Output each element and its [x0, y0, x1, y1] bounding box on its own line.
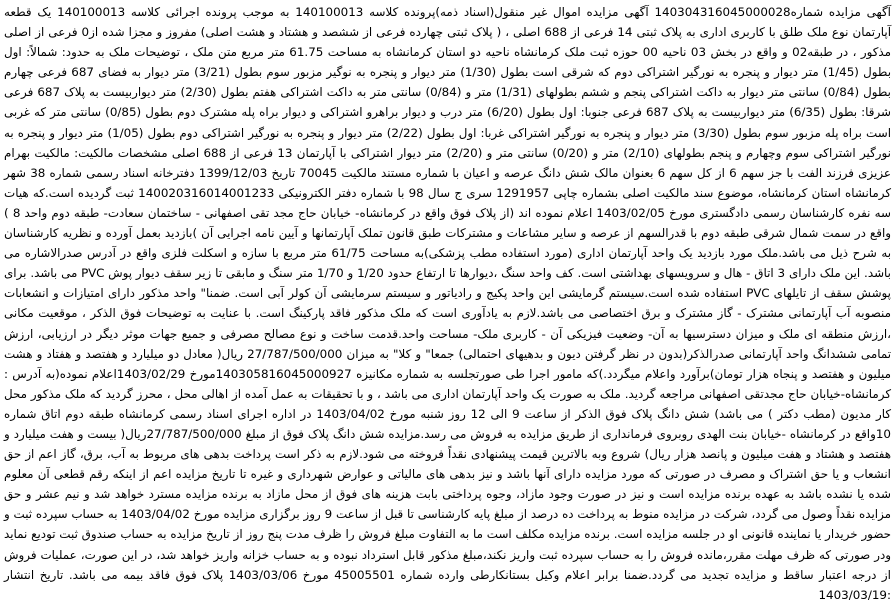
auction-notice-text: آگهی مزایده شماره140304316045000028 آگهی مزایده اموال غیر منقول(اسناد ذمه)پرونده کلاسه 140100013 به موجب پرونده اجرائی کلاسه 140100013 یک قطعه آپارتمان نوع ملک طلق با کاربری اداری به پلاک ثبتی 14 فرعی از 688 اصلی ، ( پلاک ثبتی چهارده فرعی از ششصد و هشتاد و هشت اصلی) مفروز و مجزا شده از0 فرعی از اصلی مذکور ، در طبقه02 و واقع در بخش 03 ناحیه 00 حوزه ثبت ملک کرمانشاه ناحیه دو استان کرمانشاه به مساحت 61.75 متر مربع متن ملک ، توضیحات ملک به حدود: شمالاً: اول بطول (1/45) متر دیوار و پنجره به نورگیر اشتراکی دوم که شرقی است بطول (1/30) متر دیوار و پنجره به نوگیر مزبور سوم بطول (3/21) متر دیوار به فضای 687 فرعی چهارم بطول (0/84) سانتی متر دیوار به داکت اشتراکی پنجم و ششم بطولهای (1/31) متر و (0/84) سانتی متر به داکت اشتراکی هفتم بطول (2/30) متر دیواربیست به پلاک 687 فرعی شرقا: بطول (6/35) متر دیواربیست به پلاک 687 فرعی جنوبا: اول بطول (6/20) متر درب و دیوار براهرو اشتراکی و دیوار براه پله مشترک دوم بطول (0/85) سانتی متر که غربی است براه پله مزبور سوم بطول (3/30) متر دیوار و پنجره به نورگیر اشتراکی غربا: اول بطول (2/22) متر دیوار و پنجره به نورگیر اشتراکی دوم بطول (1/05) متر دیوار و پنجره به نورگیر اشتراکی سوم وچهارم و پنجم بطولهای (2/10) متر و (0/20) سانتی متر و (2/20) متر دیوار اشتراکی با آپارتمان 13 فرعی از 688 اصلی مشخصات مالکیت: مالکیت بهرام عزیزی فرزند الفت با جز سهم 6 از کل سهم 6 بعنوان مالک شش دانگ عرصه و اعیان با شماره مستند مالکیت 70045 تاریخ 1399/12/03 دفترخانه اسناد رسمی شماره 38 شهر کرمانشاه استان کرمانشاه، موضوع سند مالکیت اصلی بشماره چاپی 1291957 سری ج سال 98 با شماره دفتر الکترونیکی 140020316014001233 ثبت گردیده است.که هیات سه نفره کارشناسان رسمی دادگستری مورخ 1403/02/05 اعلام نموده اند (از پلاک فوق واقع در کرمانشاه- خیابان حاج مجد تقی اصفهانی - ساختمان سعادت- طبقه دوم واحد 8 ) واقع در سمت شمال شرقی طبقه دوم با قدرالسهم از عرصه و سایر مشاعات و مشترکات طبق قانون تملک آپارتمانها و آیین نامه اجرایی آن )بازدید بعمل آورده و نظریه کارشناسان به شرح ذیل می باشد.ملک مورد بازدید یک واحد آپارتمان اداری (مورد استفاده مطب پزشکی)به مساحت 61/75 متر مربع با سازه و اسکلت فلزی واقع در آدرس صدرالاشاره می باشد. این ملک دارای 3 اتاق - هال و سرویسهای بهداشتی است. کف واحد سنگ ،دیوارها تا ارتفاع حدود 1/20 و 1/70 متر سنگ و مابقی تا زیر سقف دیوار پوش PVC می باشد. برای پوشش سقف از تایلهای PVC استفاده شده است.سیستم گرمایشی این واحد پکیج و رادیاتور و سیستم سرمایشی آن کولر آبی است. ضمنا" واحد مذکور دارای امتیازات و انشعابات منصوبه آب آپارتمانی مشترک - گاز مشترک و برق اختصاصی می باشد.لازم به یادآوری است که ملک مذکور فاقد پارکینگ است. با عنایت به توضیحات فوق الذکر ، موقعیت مکانی ،ارزش منطقه ای ملک و میزان دسترسیها به آن- وضعیت فیزیکی آن - کاربری ملک- مساحت واحد.قدمت ساخت و نوع مصالح مصرفی و جمیع جهات موثر دیگر در ارزیابی، ارزش تمامی ششدانگ واحد آپارتمانی صدرالذکر(بدون در نظر گرفتن دیون و بدهیهای احتمالی) جمعا" و کلا" به میزان 27/787/500/000 ریال( معادل دو میلیارد و هفتصد و هفتاد و هشت میلیون و هفتصد و پنجاه هزار تومان)برآورد واعلام میگردد.)که مامور اجرا طی صورتجلسه به شماره مکانیزه 140305816045000927مورخ 1403/02/29اعلام نموده(به آدرس : کرمانشاه-خیابان حاج مجدتقی اصفهانی مراجعه گردید. ملک به صورت یک واحد آپارتمان اداری می باشد ، و با تحقیقات به عمل آمده از اهالی محل ، محرز گردید که ملک مذکور محل کار مدیون (مطب دکتر ) می باشد) شش دانگ پلاک فوق الذکر از ساعت 9 الی 12 روز شنبه مورخ 1403/04/02 در اداره اجرای اسناد رسمی کرمانشاه طبقه دوم اتاق شماره 10واقع در کرمانشاه -خیابان بنت الهدی روبروی فرمانداری از طریق مزایده به فروش می رسد.مزایده شش دانگ پلاک فوق از مبلغ 27/787/500/000ریال( بیست و هفت میلیارد و هفتصد و هشتاد و هفت میلیون و پانصد هزار ریال) شروع وبه بالاترین قیمت پیشنهادی نقداً فروخته می شود.لازم به ذکر است پرداخت بدهی های مربوط به آب، برق، گاز اعم از حق انشعاب و یا حق اشتراک و مصرف در صورتی که مورد مزایده دارای آنها باشد و نیز بدهی های مالیاتی و عوارض شهرداری و غیره تا تاریخ مزایده اعم از اینکه رقم قطعی آن معلوم شده یا نشده باشد به عهده برنده مزایده است و نیز در صورت وجود مازاد، وجوه پرداختی بابت هزینه های فوق از محل مازاد به برنده مزایده مسترد خواهد شد و نیم عشر و حق مزایده نقداً وصول می گردد، شرکت در مزایده منوط به پرداخت ده درصد از مبلغ پایه کارشناسی تا قبل از ساعت 9 روز برگزاری مزایده مورخ 1403/04/02 به حساب سپرده ثبت و حضور خریدار یا نماینده قانونی او در جلسه مزایده است. برنده مزایده مکلف است ما به التفاوت مبلغ فروش را ظرف مدت پنج روز از تاریخ مزایده به حساب صندوق ثبت تودیع نماید ودر صورتی که ظرف مهلت مقرر،مانده فروش را به حساب سپرده ثبت واریز نکند،مبلغ مذکور قابل استرداد نبوده و به حساب خزانه واریز خواهد شد، در این صورت، عملیات فروش از درجه اعتبار ساقط و مزایده تجدید می گردد.ضمنا برابر اعلام وکیل بستانکارطی وارده شماره 45005501 مورخ 1403/03/06 پلاک فوق فاقد بیمه می باشد. تاریخ انتشار :1403/03/19: [4, 5, 892, 602]
